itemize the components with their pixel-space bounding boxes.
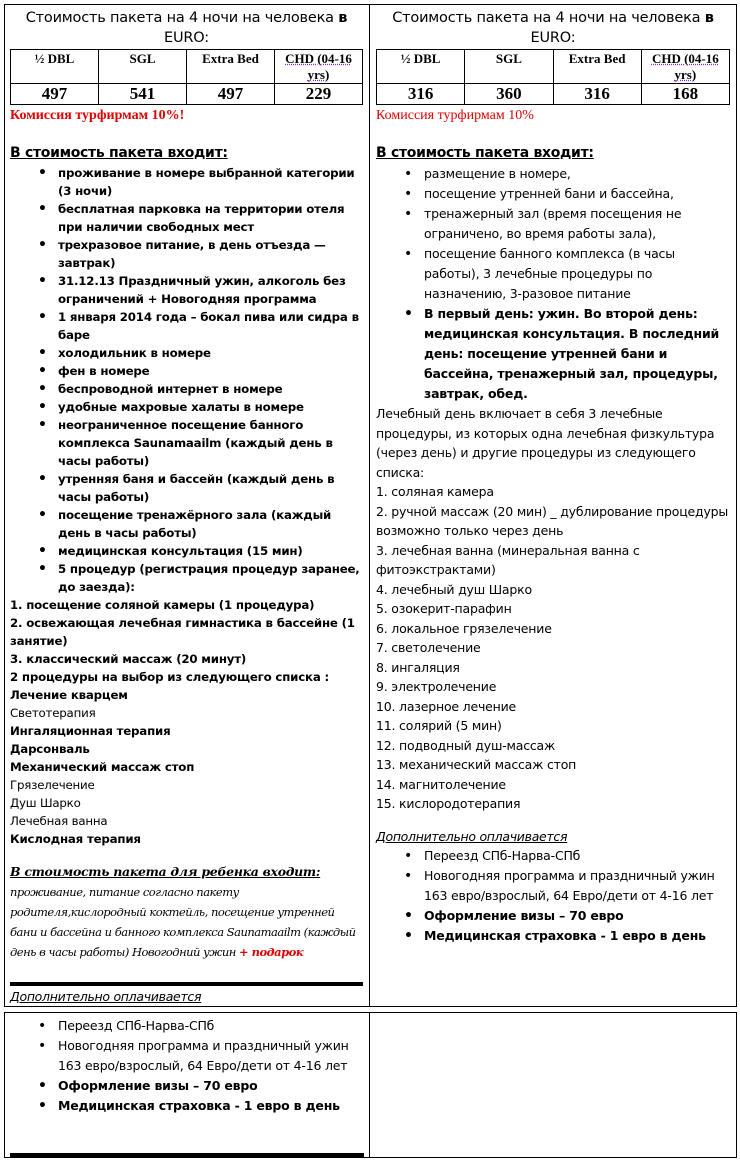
list-item: • фен в номере [10,362,363,380]
price-header-chd [641,50,729,84]
choice-item: Дарсонваль [10,742,90,756]
includes-heading: В стоимость пакета входит: [376,145,594,161]
price-value-chd: 229 [275,84,363,105]
package-right-column [370,5,736,1006]
treatment-item: 11. солярий (5 мин) [376,718,502,733]
treatment-item: 5. озокерит-парафин [376,601,512,616]
price-value-extra-bed: 497 [187,84,275,105]
list-item: • Медицинская страховка - 1 евро в день [10,1096,363,1116]
choice-item: Кислодная терапия [10,832,141,846]
includes-list [376,164,730,404]
treatment-list [376,482,730,814]
list-item: • размещение в номере, [376,164,730,184]
list-item: • Оформление визы – 70 евро [376,906,730,926]
extra-costs-heading: Дополнительно оплачивается [10,989,202,1004]
list-item: • утренняя баня и бассейн (каждый день в часы работы) [10,470,363,506]
treatment-item: 2. ручной массаж (20 мин) _ дублирование процедуры возможно только через день [376,503,729,538]
package-left-column [5,5,370,1006]
divider-thick [10,982,363,986]
list-item: • Медицинская страховка - 1 евро в день [376,926,730,946]
commission-note: Комиссия турфирмам 10% [376,108,534,123]
list-item: • 31.12.13 Праздничный ужин, алкоголь без ограничений + Новогодняя программа [10,272,363,308]
choice-item: Душ Шарко [10,796,81,810]
price-value-dbl: 497 [11,84,99,105]
procedure-item: 3. классический массаж (20 минут) [10,652,247,666]
list-item: • проживание в номере выбранной категории (3 ночи) [10,164,363,200]
extra-costs-right-cell [370,1013,736,1157]
child-package-text [10,882,363,962]
choice-item: Ингаляционная терапия [10,724,171,738]
includes-heading: В стоимость пакета входит: [10,145,228,161]
extra-costs-list [376,846,730,946]
choice-list [10,686,363,848]
package-table [4,4,737,1007]
list-item: • Переезд СПб-Нарва-СПб [376,846,730,866]
extra-costs-table [4,1012,737,1158]
commission-note: Комиссия турфирмам 10%! [10,108,185,123]
price-value-dbl: 316 [377,84,465,105]
child-gift-note: + подарок [239,945,304,959]
price-table [10,49,363,105]
treatment-item: 9. электролечение [376,679,497,694]
treatment-item: 15. кислородотерапия [376,796,521,811]
extra-costs-heading: Дополнительно оплачивается [376,828,568,844]
treatment-intro: Лечебный день включает в себя 3 лечебные процедуры, из которых одна лечебная физкультура (через день) и другие процедуры из следующего списка: [376,406,715,480]
chd-label: CHD (04-16 yrs) [651,51,719,82]
price-table [376,49,730,105]
list-item: • Переезд СПб-Нарва-СПб [10,1016,363,1036]
list-item: • 5 процедур (регистрация процедур заранее, до заезда): [10,560,363,596]
treatment-item: 4. лечебный душ Шарко [376,581,532,597]
price-header-extra-bed: Extra Bed [187,50,275,84]
includes-list [10,164,363,596]
list-item: • посещение банного комплекса (в часы работы), 3 лечебные процедуры по назначению, 3-разовое питание [376,244,730,304]
price-title-bold: в [338,10,348,26]
list-item: • беспроводной интернет в номере [10,380,363,398]
list-item: • Новогодняя программа и праздничный ужин 163 евро/взрослый, 64 Евро/дети от 4-16 лет [10,1036,363,1076]
price-header-dbl: ½ DBL [11,50,99,84]
choice-item: Грязелечение [10,778,95,792]
list-item: • неограниченное посещение банного комплекса Saunamaailm (каждый день в часы работы) [10,416,363,470]
extra-costs-section [376,828,730,946]
price-title-text: Стоимость пакета на 4 ночи на человека [25,10,334,26]
treatment-item: 13. механический массаж стоп [376,757,577,772]
procedure-item: 2 процедуры на выбор из следующего списка : [10,670,329,684]
extra-costs-list [10,1016,363,1116]
price-header-chd [275,50,363,84]
list-item: • 1 января 2014 года – бокал пива или сидра в баре [10,308,363,344]
list-item: • В первый день: ужин. Во второй день: медицинская консультация. В последний день: посещение утренней бани и бассейна, тренажерный зал, процедуры, завтрак, обед. [376,304,730,404]
treatment-item: 14. магнитолечение [376,776,506,792]
treatment-item: 7. светолечение [376,640,481,655]
list-item: • Новогодняя программа и праздничный ужин 163 евро/взрослый, 64 Евро/дети от 4-16 лет [376,866,730,906]
price-header-dbl: ½ DBL [377,50,465,84]
choice-item: Механический массаж стоп [10,760,195,774]
treatment-item: 3. лечебная ванна (минеральная ванна с фитоэкстрактами) [376,542,640,577]
price-header-sgl: SGL [99,50,187,84]
list-item: • трехразовое питание, в день отъезда — завтрак) [10,236,363,272]
price-title [376,8,730,48]
price-header-extra-bed: Extra Bed [553,50,641,84]
list-item: • Оформление визы – 70 евро [10,1076,363,1096]
price-title-currency: EURO: [530,30,576,46]
price-title-bold: в [704,10,714,26]
treatment-item: 6. локальное грязелечение [376,620,552,636]
list-item: • медицинская консультация (15 мин) [10,542,363,560]
choice-item: Лечебная ванна [10,814,108,828]
price-title-currency: EURO: [164,30,209,46]
price-value-sgl: 541 [99,84,187,105]
treatment-item: 10. лазерное лечение [376,698,517,714]
list-item: • холодильник в номере [10,344,363,362]
treatment-item: 8. ингаляция [376,659,460,675]
price-title [10,8,363,48]
treatment-item: 1. соляная камера [376,484,494,499]
list-item: • удобные махровые халаты в номере [10,398,363,416]
choice-item: Светотерапия [10,706,96,720]
price-header-sgl: SGL [465,50,553,84]
price-value-sgl: 360 [465,84,553,105]
procedure-item: 1. посещение соляной камеры (1 процедура) [10,598,315,612]
price-title-text: Стоимость пакета на 4 ночи на человека [392,10,701,26]
list-item: • посещение утренней бани и бассейна, [376,184,730,204]
child-package-heading: В стоимость пакета для ребенка входит: [10,864,321,879]
list-item: • тренажерный зал (время посещения не ограничено, во время работы зала), [376,204,730,244]
procedures-list [10,596,363,686]
choice-item: Лечение кварцем [10,688,128,702]
child-package-description: проживание, питание согласно пакету родителя,кислородный коктейль, посещение утренней бани и бассейна и банного комплекса Saunamaailm (каждый день в часы работы) Новогодний ужин [10,885,356,959]
divider-thick [10,1153,364,1157]
list-item: • бесплатная парковка на территории отеля при наличии свободных мест [10,200,363,236]
chd-label: CHD (04-16 yrs) [285,51,352,82]
price-value-extra-bed: 316 [553,84,641,105]
extra-costs-left-cell [5,1013,370,1157]
treatment-item: 12. подводный душ-массаж [376,737,556,753]
procedure-item: 2. освежающая лечебная гимнастика в бассейне (1 занятие) [10,616,355,648]
list-item: • посещение тренажёрного зала (каждый день в часы работы) [10,506,363,542]
price-value-chd: 168 [641,84,729,105]
